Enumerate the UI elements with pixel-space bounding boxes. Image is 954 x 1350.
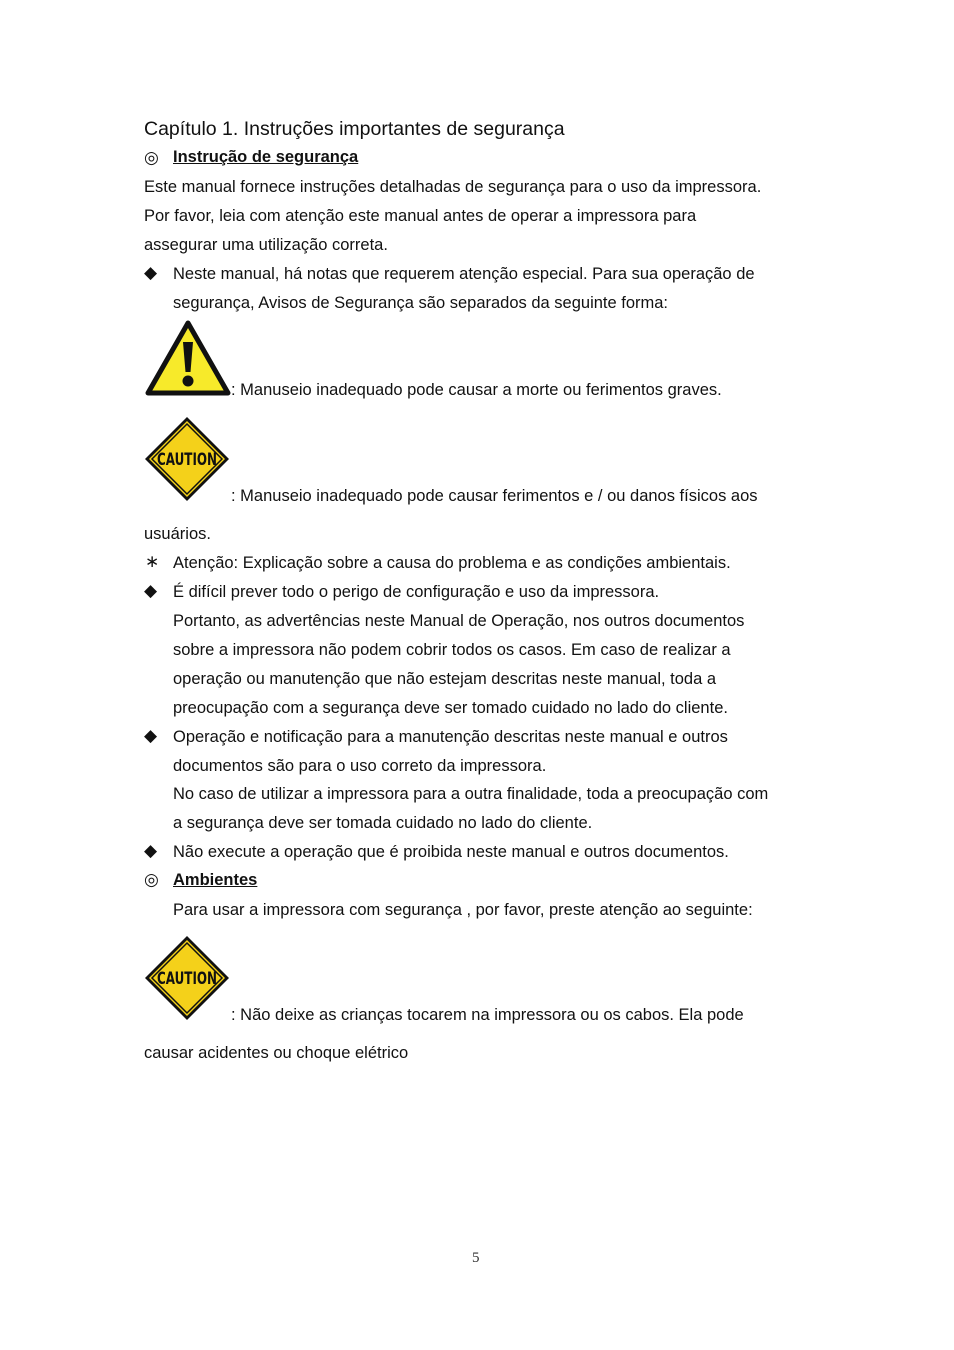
bullet-diamond-icon: ◆ [144, 841, 158, 861]
bullet-line: Portanto, as advertências neste Manual de Operação, nos outros documentos [173, 612, 745, 630]
note-text: Atenção: Explicação sobre a causa do problema e as condições ambientais. [173, 554, 731, 572]
bullet-line: documentos são para o uso correto da impressora. [173, 757, 547, 775]
bullet-diamond-icon: ◆ [144, 581, 158, 601]
bullet-diamond-icon: ◆ [144, 263, 158, 283]
caution-diamond-icon [143, 415, 231, 503]
bullet-line: No caso de utilizar a impressora para a outra finalidade, toda a preocupação com [173, 785, 769, 803]
caution-label: CAUTION [157, 969, 217, 989]
caution-description: : Não deixe as crianças tocarem na impressora ou os cabos. Ela pode [231, 1006, 744, 1024]
caution-description: : Manuseio inadequado pode causar ferimentos e / ou danos físicos aos [231, 487, 758, 505]
bullet-line: segurança, Avisos de Segurança são separados da seguinte forma: [173, 294, 669, 312]
bullet-line: a segurança deve ser tomada cuidado no lado do cliente. [173, 814, 593, 832]
section-heading-safety: Instrução de segurança [173, 148, 359, 166]
caution-label: CAUTION [157, 450, 217, 470]
asterisk-icon: ∗ [145, 552, 160, 572]
page-number: 5 [472, 1250, 480, 1266]
warning-triangle-icon [145, 320, 231, 396]
bullet-line: Operação e notificação para a manutenção descritas neste manual e outros [173, 728, 728, 746]
chapter-title: Capítulo 1. Instruções importantes de segurança [144, 118, 565, 140]
bullet-line: operação ou manutenção que não estejam descritas neste manual, toda a [173, 670, 717, 688]
bullet-line: Não execute a operação que é proibida neste manual e outros documentos. [173, 843, 729, 861]
bullet-line: preocupação com a segurança deve ser tomado cuidado no lado do cliente. [173, 699, 728, 717]
environments-intro: Para usar a impressora com segurança , por favor, preste atenção ao seguinte: [173, 901, 753, 919]
warning-description: : Manuseio inadequado pode causar a morte ou ferimentos graves. [231, 381, 722, 399]
bullet-line: sobre a impressora não podem cobrir todos os casos. Em caso de realizar a [173, 641, 731, 659]
caution-description-cont: causar acidentes ou choque elétrico [144, 1044, 409, 1062]
bullet-line: É difícil prever todo o perigo de configuração e uso da impressora. [173, 583, 660, 601]
section-marker-icon: ◎ [144, 870, 159, 890]
intro-line: Este manual fornece instruções detalhadas de segurança para o uso da impressora. [144, 178, 762, 196]
section-marker-icon: ◎ [144, 148, 159, 168]
caution-diamond-icon [143, 934, 231, 1022]
caution-description-cont: usuários. [144, 525, 211, 543]
bullet-line: Neste manual, há notas que requerem atenção especial. Para sua operação de [173, 265, 755, 283]
intro-line: assegurar uma utilização correta. [144, 236, 388, 254]
bullet-diamond-icon: ◆ [144, 726, 158, 746]
section-heading-environments: Ambientes [173, 871, 258, 889]
intro-line: Por favor, leia com atenção este manual antes de operar a impressora para [144, 207, 697, 225]
